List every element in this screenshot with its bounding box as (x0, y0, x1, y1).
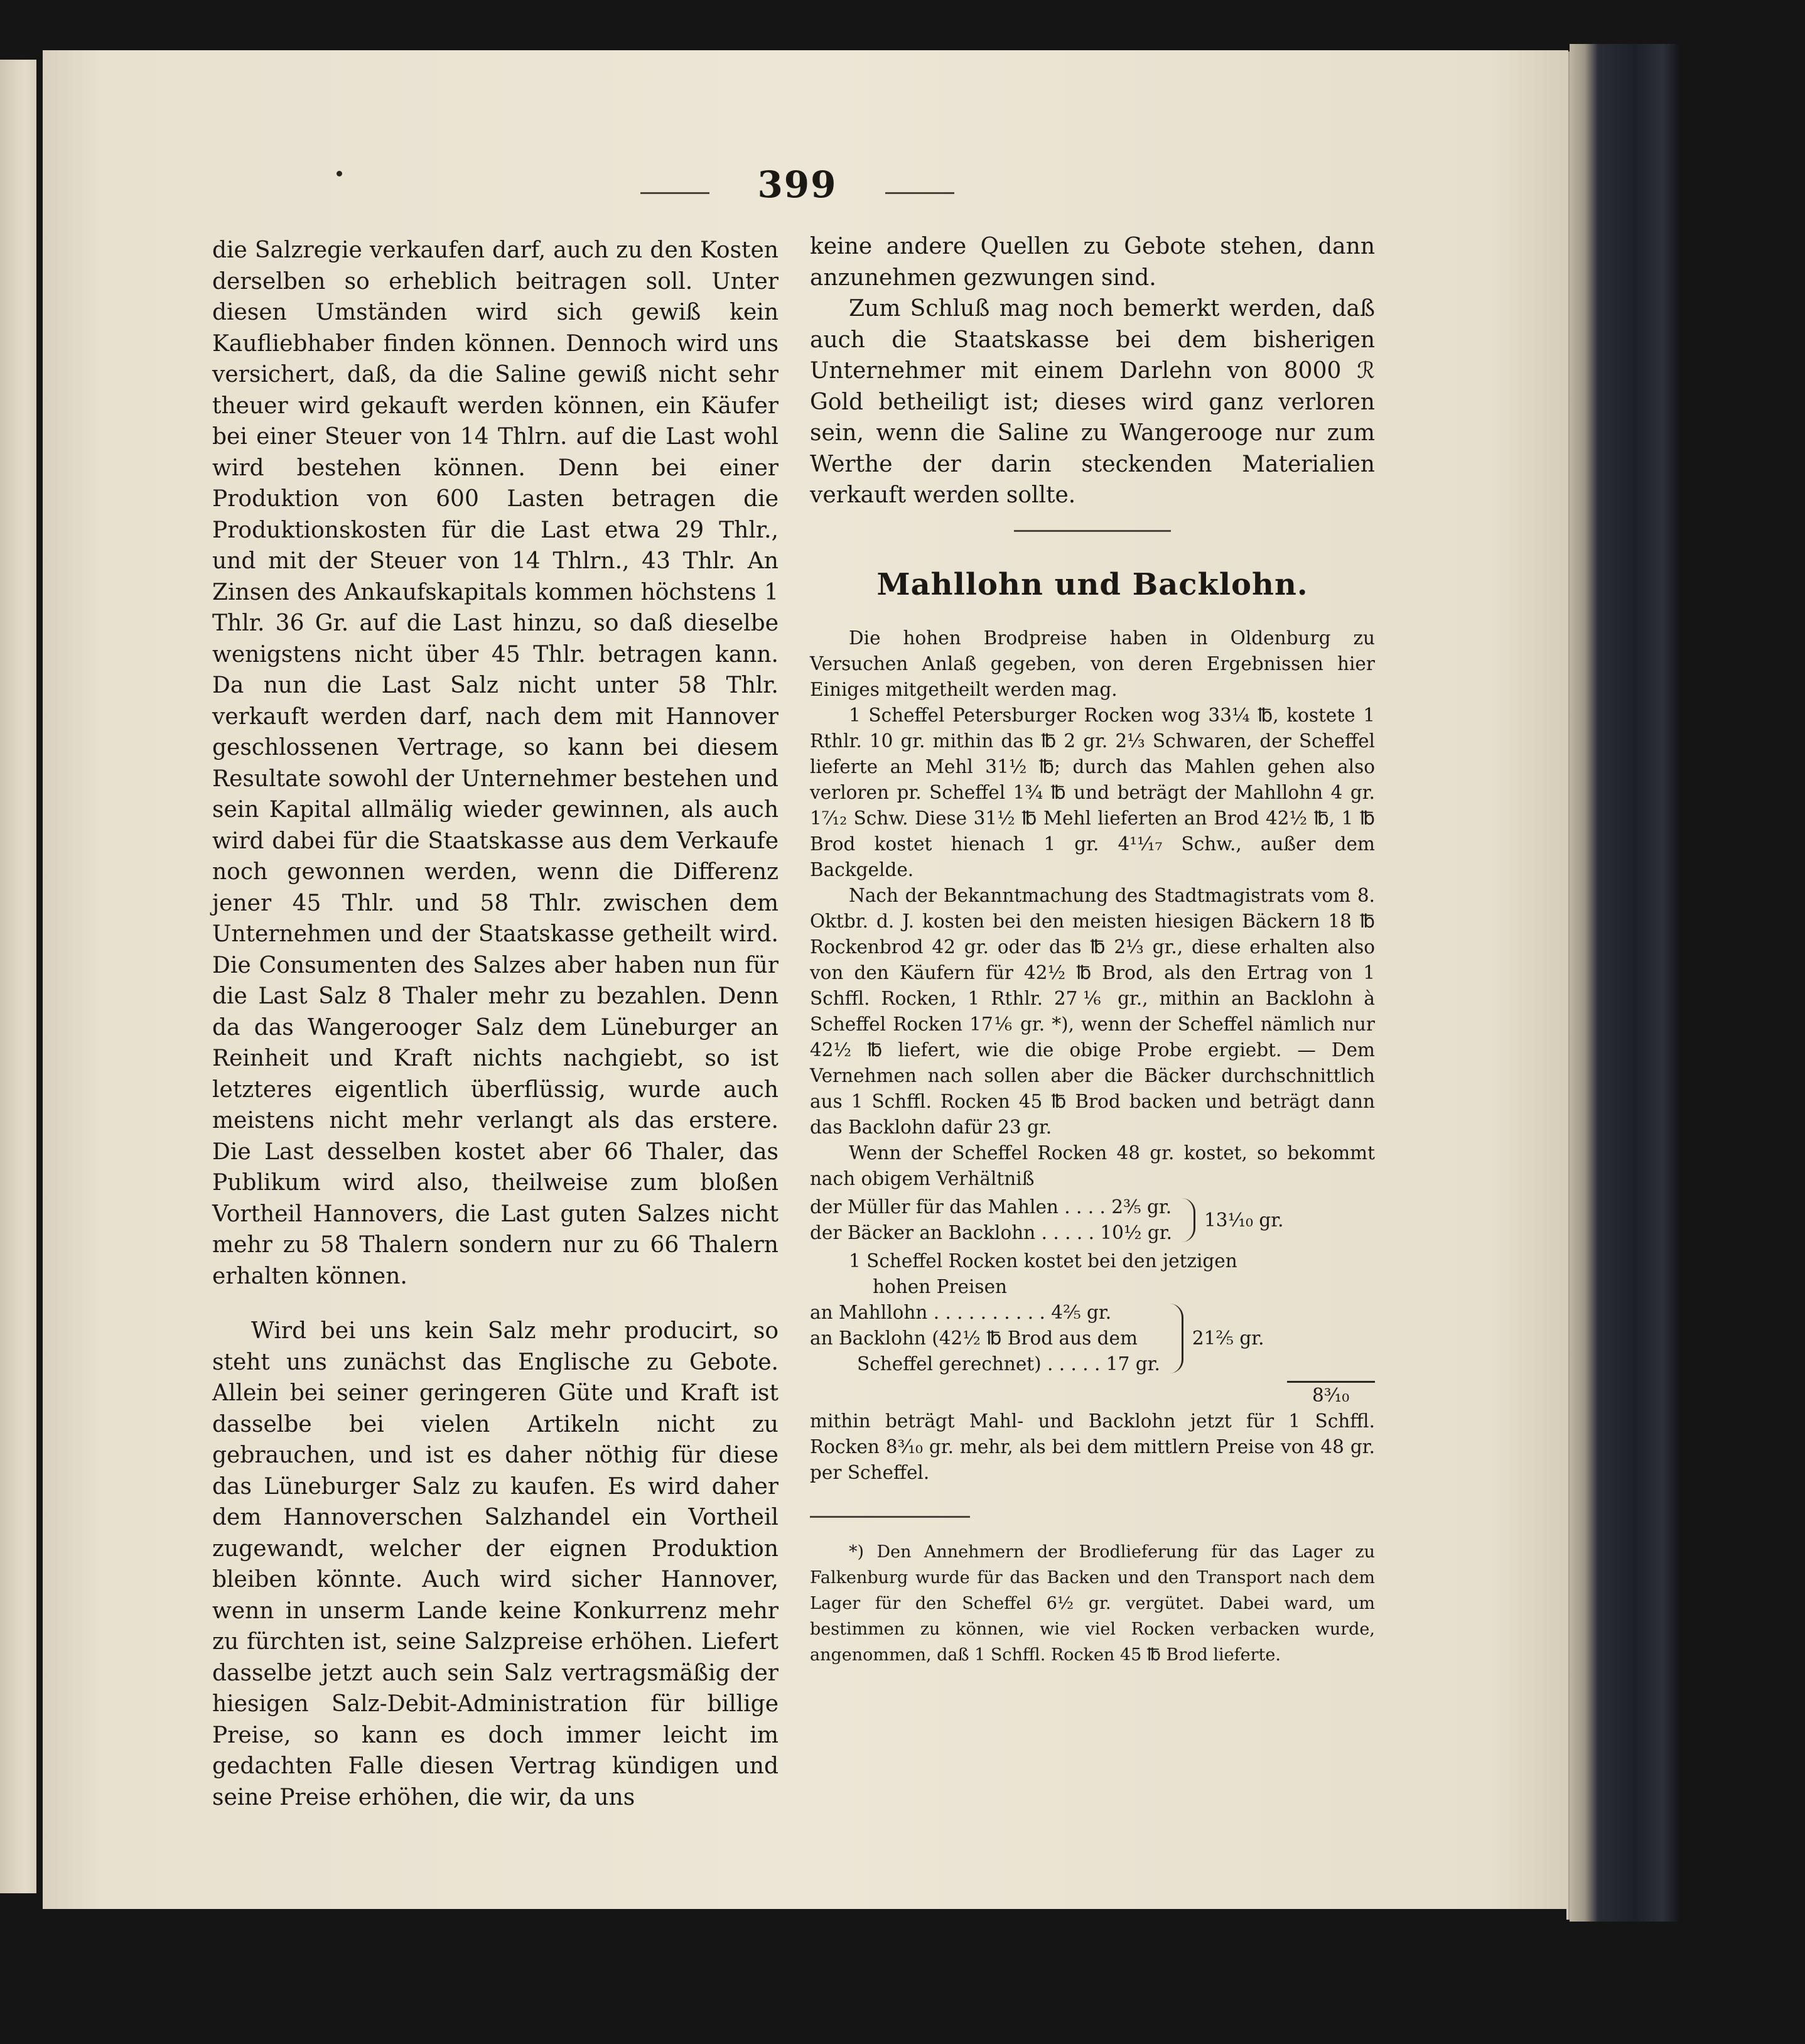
right-column (810, 231, 1375, 1668)
article-paragraph-1: Die hohen Brodpreise haben in Oldenburg zu Versuchen Anlaß gegeben, von deren Ergebnissen hier Einiges mitgetheilt werden mag. (810, 627, 1375, 700)
right-paragraph-1: keine andere Quellen zu Gebote stehen, dann anzunehmen gezwungen sind. (810, 234, 1375, 291)
footnote (810, 1539, 1375, 1668)
left-paragraph-2: Wird bei uns kein Salz mehr producirt, so steht uns zunächst das Englische zu Gebote. Allein bei seiner geringeren Güte und Kraft ist dasselbe bei vielen Artikeln nicht zu gebrauchen, und ist es daher nöthig für diese das Lüneburger Salz zu kaufen. Es wird daher dem Hannoverschen Salzhandel ein Vortheil zugewandt, welcher der eignen Produktion bleiben könnte. Auch wird sicher Hannover, wenn in unserm Lande keine Konkurrenz mehr zu fürchten ist, seine Salzpreise erhöhen. Liefert dasselbe jetzt auch sein Salz vertragsmäßig der hiesigen Salz-Debit-Administration für billige Preise, so kann es doch immer leicht im gedachten Falle diesen Vertrag kündigen und seine Preise erhöhen, die wir, da uns (212, 1318, 779, 1810)
book-spine (1570, 44, 1679, 1922)
brace (1163, 1304, 1183, 1373)
footnote-rule (810, 1516, 970, 1518)
calculation-block-2 (810, 1248, 1375, 1409)
right-paragraph-2: Zum Schluß mag noch bemerkt werden, daß auch die Staatskasse bei dem bisherigen Unternehmer mit einem Darlehn von 8000 ℛ Gold betheiligt ist; dieses wird ganz verloren sein, wenn die Saline zu Wangerooge nur zum Werthe der darin steckenden Materialien verkauft werden sollte. (810, 296, 1375, 508)
left-paragraph-1: die Salzregie verkaufen darf, auch zu den Kosten derselben so erheblich beitragen soll. Unter diesen Umständen wird sich gewiß kein Kaufliebhaber finden können. Dennoch wird uns versichert, daß, da die Saline gewiß nicht sehr theuer wird gekauft werden können, ein Käufer bei einer Steuer von 14 Thlrn. auf die Last wohl wird bestehen können. Denn bei einer Produktion von 600 Lasten betragen die Produktionskosten für die Last etwa 29 Thlr., und mit der Steuer von 14 Thlrn., 43 Thlr. An Zinsen des Ankaufskapitals kommen höchstens 1 Thlr. 36 Gr. auf die Last hinzu, so daß dieselbe wenigstens nicht über 45 Thlr. betragen kann. Da nun die Last Salz nicht unter 58 Thlr. verkauft werden darf, nach dem mit Hannover geschlossenen Vertrage, so kann bei diesem Resultate sowohl der Unternehmer bestehen und sein Kapital allmälig wieder gewinnen, als auch wird dabei für die Staatskasse aus dem Verkaufe noch gewonnen werden, wenn die Differenz jener 45 Thlr. und 58 Thlr. zwischen dem Unternehmen und der Staatskasse getheilt wird. Die Consumenten des Salzes aber haben nun für die Last Salz 8 Thaler mehr zu bezahlen. Denn da das Wangerooger Salz dem Lüneburger an Reinheit und Kraft nichts nachgiebt, so ist letzteres eigentlich überflüssig, wurde auch meistens nicht mehr verlangt als das erstere. Die Last desselben kostet aber 66 Thaler, das Publikum wird also, theilweise zum bloßen Vortheil Hannovers, die Last guten Salzes nicht mehr zu 58 Thalern sondern nur zu 66 Thalern erhalten können. (212, 237, 779, 1289)
brace (1175, 1198, 1195, 1242)
calc-line: der Müller für das Mahlen . . . . 2⅗ gr. (810, 1196, 1172, 1218)
calc-intro: 1 Scheffel Rocken kostet bei den jetzigen (849, 1250, 1237, 1272)
calc-line: der Bäcker an Backlohn . . . . . 10½ gr. (810, 1222, 1173, 1243)
article-paragraph-5: mithin beträgt Mahl- und Backlohn jetzt für 1 Schffl. Rocken 8³⁄₁₀ gr. mehr, als bei dem mittlern Preise von 48 gr. per Scheffel. (810, 1410, 1375, 1483)
calc-total: 13¹⁄₁₀ gr. (1204, 1209, 1284, 1231)
article-body (810, 625, 1375, 1192)
calc-line: an Backlohn (42½ ℔ Brod aus dem (810, 1328, 1138, 1349)
article-paragraph-4: Wenn der Scheffel Rocken 48 gr. kostet, so bekommt nach obigem Verhältniß (810, 1142, 1375, 1189)
calc-line: Scheffel gerechnet) . . . . . 17 gr. (857, 1353, 1160, 1375)
section-divider (1014, 530, 1171, 532)
left-column (212, 235, 779, 1813)
calc-intro: hohen Preisen (873, 1276, 1008, 1297)
footnote-text: *) Den Annehmern der Brodlieferung für das Lager zu Falkenburg wurde für das Backen und den Transport nach dem Lager für den Scheffel 6½ gr. vergütet. Dabei ward, um bestimmen zu können, wie viel Rocken verbacken wurde, angenommen, daß 1 Schffl. Rocken 45 ℔ Brod lieferte. (810, 1542, 1375, 1665)
calc-difference: 8³⁄₁₀ (1312, 1385, 1350, 1406)
calc-line: an Mahllohn . . . . . . . . . . 4⅖ gr. (810, 1302, 1112, 1323)
article-paragraph-2: 1 Scheffel Petersburger Rocken wog 33¼ ℔, kostete 1 Rthlr. 10 gr. mithin das ℔ 2 gr. 2⅓ Schwaren, der Scheffel lieferte an Mehl 31½ ℔; durch das Mahlen gehen also verloren pr. Scheffel 1¾ ℔ und beträgt der Mahllohn 4 gr. 1⁷⁄₁₂ Schw. Diese 31½ ℔ Mehl lieferten an Brod 42½ ℔, 1 ℔ Brod kostet hienach 1 gr. 4¹¹⁄₁₇ Schw., außer dem Backgelde. (810, 705, 1375, 880)
section-heading: Mahllohn und Backlohn. (876, 566, 1308, 602)
page-number: 399 (757, 163, 838, 206)
ink-dot (337, 171, 342, 176)
calculation-block-1 (810, 1194, 1375, 1246)
calc-total: 21⅖ gr. (1192, 1328, 1264, 1349)
page-header (640, 163, 954, 220)
header-rule-right (885, 192, 954, 194)
article-paragraph-3: Nach der Bekanntmachung des Stadtmagistrats vom 8. Oktbr. d. J. kosten bei den meisten hiesigen Bäckern 18 ℔ Rockenbrod 42 gr. oder das ℔ 2⅓ gr., diese erhalten also von den Käufern für 42½ ℔ Brod, als den Ertrag von 1 Schffl. Rocken, 1 Rthlr. 27⅙ gr., mithin an Backlohn à Scheffel Rocken 17⅙ gr. *), wenn der Scheffel nämlich nur 42½ ℔ liefert, wie die obige Probe ergiebt. — Dem Vernehmen nach sollen aber die Bäcker durchschnittlich aus 1 Schffl. Rocken 45 ℔ Brod backen und beträgt dann das Backlohn dafür 23 gr. (810, 885, 1375, 1138)
facing-page-edge (0, 60, 36, 1893)
